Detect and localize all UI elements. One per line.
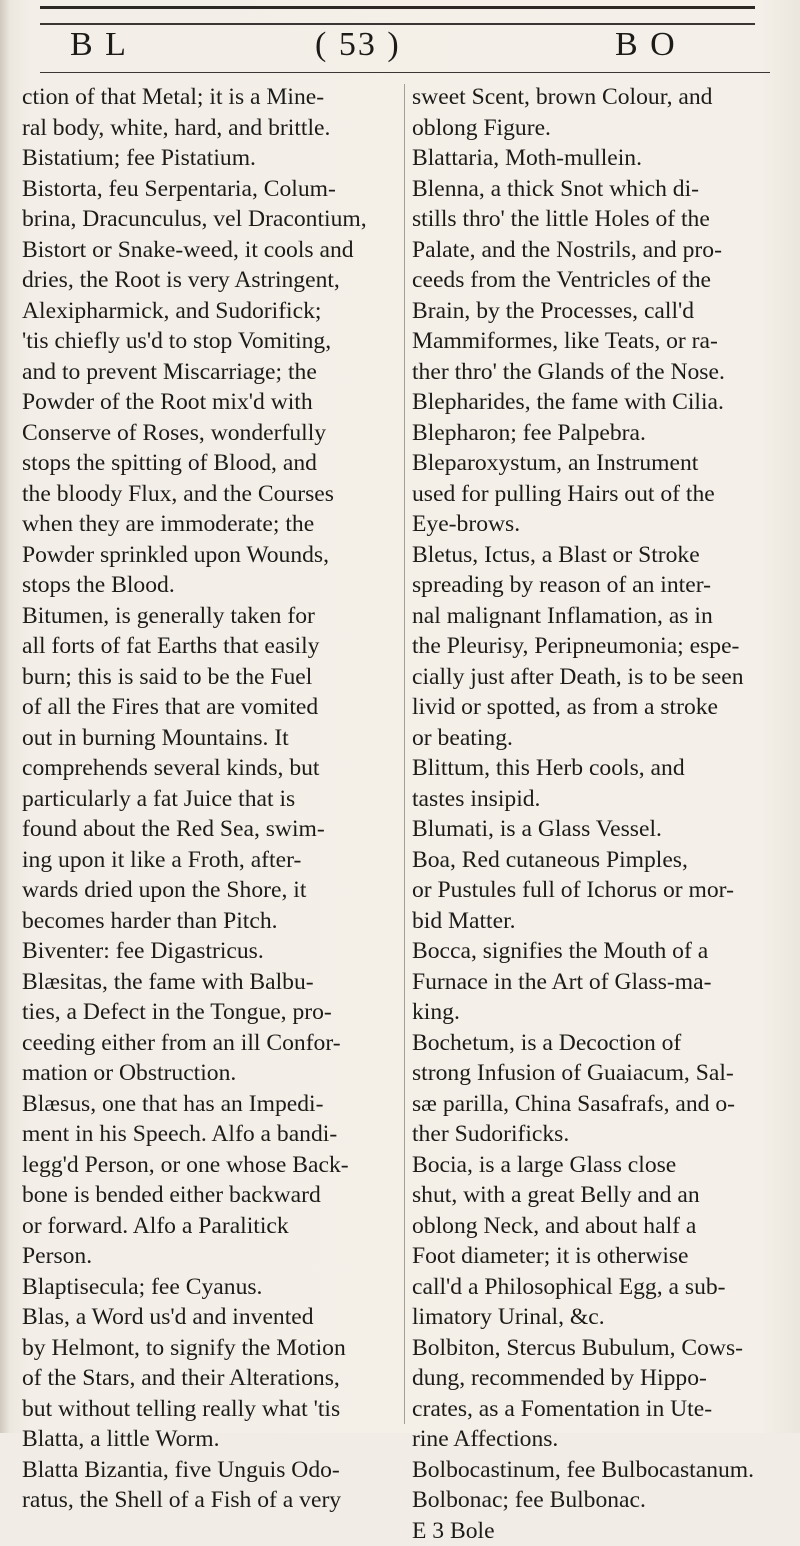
right-column xyxy=(412,82,790,1546)
text-line: limatory Urinal, &c. xyxy=(412,1302,790,1333)
left-column xyxy=(22,82,397,1516)
text-line: Biventer: fee Digastricus. xyxy=(22,936,397,967)
text-line: Mammiformes, like Teats, or ra- xyxy=(412,326,790,357)
text-line: Bleparoxystum, an Instrument xyxy=(412,448,790,479)
text-line: ing upon it like a Froth, after- xyxy=(22,845,397,876)
text-line: king. xyxy=(412,997,790,1028)
text-line: Bitumen, is generally taken for xyxy=(22,601,397,632)
text-line: ratus, the Shell of a Fish of a very xyxy=(22,1485,397,1516)
text-line: or Pustules full of Ichorus or mor- xyxy=(412,875,790,906)
text-line: used for pulling Hairs out of the xyxy=(412,479,790,510)
text-line: Bolbonac; fee Bulbonac. xyxy=(412,1485,790,1516)
text-line: nal malignant Inflamation, as in xyxy=(412,601,790,632)
text-line: Bolbiton, Stercus Bubulum, Cows- xyxy=(412,1333,790,1364)
text-line: Bletus, Ictus, a Blast or Stroke xyxy=(412,540,790,571)
text-line: of the Stars, and their Alterations, xyxy=(22,1363,397,1394)
text-line: comprehends several kinds, but xyxy=(22,753,397,784)
text-line: Person. xyxy=(22,1241,397,1272)
text-line: Bocia, is a large Glass close xyxy=(412,1150,790,1181)
text-line: found about the Red Sea, swim- xyxy=(22,814,397,845)
text-line: Blatta, a little Worm. xyxy=(22,1424,397,1455)
text-line: but without telling really what 'tis xyxy=(22,1394,397,1425)
text-line: brina, Dracunculus, vel Dracontium, xyxy=(22,204,397,235)
text-line: Blæsus, one that has an Impedi- xyxy=(22,1089,397,1120)
text-line: Blattaria, Moth-mullein. xyxy=(412,143,790,174)
text-line: by Helmont, to signify the Motion xyxy=(22,1333,397,1364)
text-line: Blittum, this Herb cools, and xyxy=(412,753,790,784)
text-line: Blaptisecula; fee Cyanus. xyxy=(22,1272,397,1303)
text-line: becomes harder than Pitch. xyxy=(22,906,397,937)
column-divider xyxy=(404,84,405,1424)
text-line: crates, as a Fomentation in Ute- xyxy=(412,1394,790,1425)
text-line: wards dried upon the Shore, it xyxy=(22,875,397,906)
text-line: Blatta Bizantia, five Unguis Odo- xyxy=(22,1455,397,1486)
text-line: stops the spitting of Blood, and xyxy=(22,448,397,479)
text-line: tastes insipid. xyxy=(412,784,790,815)
text-line: livid or spotted, as from a stroke xyxy=(412,692,790,723)
text-line: bid Matter. xyxy=(412,906,790,937)
text-line: bone is bended either backward xyxy=(22,1180,397,1211)
text-line: Powder of the Root mix'd with xyxy=(22,387,397,418)
header-top-rule xyxy=(40,6,755,25)
header-bottom-rule xyxy=(40,72,770,73)
text-line: or beating. xyxy=(412,723,790,754)
text-line: Blenna, a thick Snot which di- xyxy=(412,174,790,205)
text-line: Blæsitas, the fame with Balbu- xyxy=(22,967,397,998)
page-number: ( 53 ) xyxy=(315,26,401,64)
text-line: Blumati, is a Glass Vessel. xyxy=(412,814,790,845)
header-right-guide: B O xyxy=(615,26,677,64)
text-line: Eye-brows. xyxy=(412,509,790,540)
text-line: all forts of fat Earths that easily xyxy=(22,631,397,662)
text-line: when they are immoderate; the xyxy=(22,509,397,540)
text-line: 'tis chiefly us'd to stop Vomiting, xyxy=(22,326,397,357)
text-line: Bocca, signifies the Mouth of a xyxy=(412,936,790,967)
text-line: sæ parilla, China Sasafrafs, and o- xyxy=(412,1089,790,1120)
text-line: and to prevent Miscarriage; the xyxy=(22,357,397,388)
text-line: mation or Obstruction. xyxy=(22,1058,397,1089)
text-line: Bochetum, is a Decoction of xyxy=(412,1028,790,1059)
text-line: Bolbocastinum, fee Bulbocastanum. xyxy=(412,1455,790,1486)
text-line: strong Infusion of Guaiacum, Sal- xyxy=(412,1058,790,1089)
text-line: sweet Scent, brown Colour, and xyxy=(412,82,790,113)
text-line: Palate, and the Nostrils, and pro- xyxy=(412,235,790,266)
text-line: ther thro' the Glands of the Nose. xyxy=(412,357,790,388)
text-line: ties, a Defect in the Tongue, pro- xyxy=(22,997,397,1028)
header-left-guide: B L xyxy=(70,26,128,64)
text-line: Brain, by the Processes, call'd xyxy=(412,296,790,327)
text-line: Foot diameter; it is otherwise xyxy=(412,1241,790,1272)
text-line: ction of that Metal; it is a Mine- xyxy=(22,82,397,113)
page-header xyxy=(40,0,780,80)
text-line: stills thro' the little Holes of the xyxy=(412,204,790,235)
text-line: ral body, white, hard, and brittle. xyxy=(22,113,397,144)
text-line: Conserve of Roses, wonderfully xyxy=(22,418,397,449)
text-line: ceeding either from an ill Confor- xyxy=(22,1028,397,1059)
text-line: oblong Figure. xyxy=(412,113,790,144)
text-line: out in burning Mountains. It xyxy=(22,723,397,754)
text-line: stops the Blood. xyxy=(22,570,397,601)
text-line: ment in his Speech. Alfo a bandi- xyxy=(22,1119,397,1150)
text-line: Blepharon; fee Palpebra. xyxy=(412,418,790,449)
text-line: shut, with a great Belly and an xyxy=(412,1180,790,1211)
text-line: spreading by reason of an inter- xyxy=(412,570,790,601)
text-line: the Pleurisy, Peripneumonia; espe- xyxy=(412,631,790,662)
text-line: the bloody Flux, and the Courses xyxy=(22,479,397,510)
text-line: burn; this is said to be the Fuel xyxy=(22,662,397,693)
text-line: oblong Neck, and about half a xyxy=(412,1211,790,1242)
text-line: Boa, Red cutaneous Pimples, xyxy=(412,845,790,876)
text-line: E 3 Bole xyxy=(412,1516,790,1546)
page-binding-edge xyxy=(0,0,10,1433)
text-line: Powder sprinkled upon Wounds, xyxy=(22,540,397,571)
text-line: legg'd Person, or one whose Back- xyxy=(22,1150,397,1181)
text-line: Bistorta, feu Serpentaria, Colum- xyxy=(22,174,397,205)
text-line: rine Affections. xyxy=(412,1424,790,1455)
text-line: dung, recommended by Hippo- xyxy=(412,1363,790,1394)
text-line: Blas, a Word us'd and invented xyxy=(22,1302,397,1333)
text-line: ther Sudorificks. xyxy=(412,1119,790,1150)
text-line: Blepharides, the fame with Cilia. xyxy=(412,387,790,418)
text-line: dries, the Root is very Astringent, xyxy=(22,265,397,296)
text-line: Alexipharmick, and Sudorifick; xyxy=(22,296,397,327)
text-line: ceeds from the Ventricles of the xyxy=(412,265,790,296)
text-line: call'd a Philosophical Egg, a sub- xyxy=(412,1272,790,1303)
text-line: Furnace in the Art of Glass-ma- xyxy=(412,967,790,998)
text-line: particularly a fat Juice that is xyxy=(22,784,397,815)
text-line: Bistatium; fee Pistatium. xyxy=(22,143,397,174)
text-line: or forward. Alfo a Paralitick xyxy=(22,1211,397,1242)
text-line: of all the Fires that are vomited xyxy=(22,692,397,723)
text-line: cially just after Death, is to be seen xyxy=(412,662,790,693)
text-line: Bistort or Snake-weed, it cools and xyxy=(22,235,397,266)
